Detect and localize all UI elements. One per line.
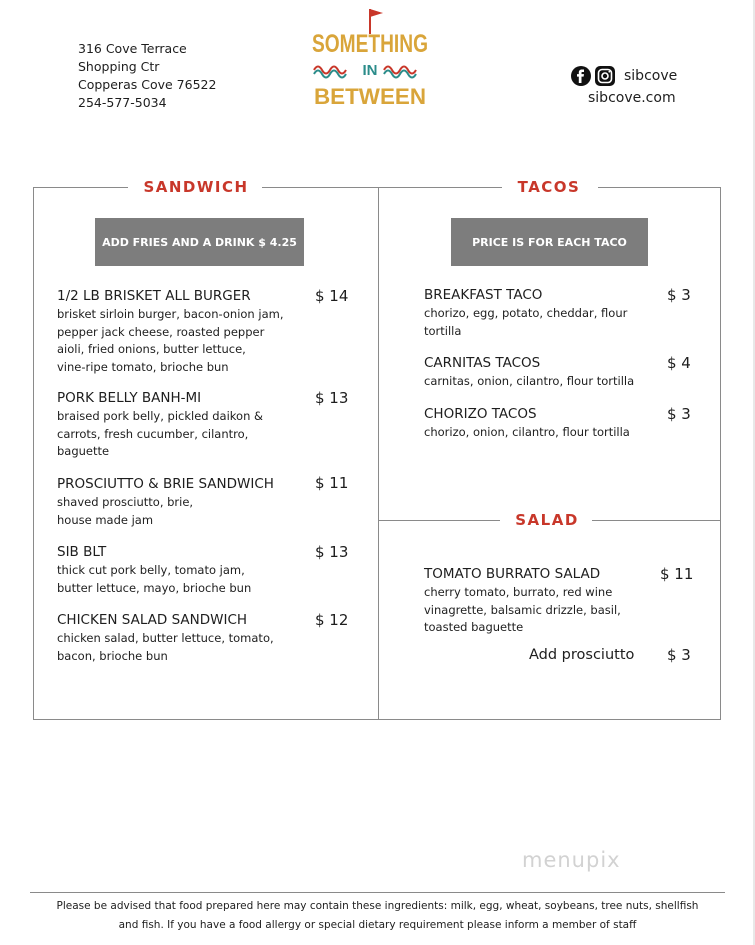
- frame-right: [720, 187, 721, 720]
- desc-line: chicken salad, butter lettuce, tomato,: [57, 631, 274, 645]
- menu-item-chorizo-tacos: [424, 406, 654, 442]
- tacos-banner: PRICE IS FOR EACH TACO: [451, 218, 648, 266]
- frame-bottom: [33, 719, 721, 720]
- logo-word-between: BETWEEN: [314, 84, 426, 109]
- sandwich-section-title: SANDWICH: [143, 178, 249, 196]
- item-description: [424, 305, 654, 340]
- item-description: [57, 630, 312, 665]
- phone-number: 254-577-5034: [78, 95, 167, 110]
- desc-line: braised pork belly, pickled daikon &: [57, 409, 263, 423]
- tacos-section-title: TACOS: [517, 178, 581, 196]
- desc-line: butter lettuce, mayo, brioche bun: [57, 580, 252, 595]
- address-line-3: Copperas Cove 76522: [78, 77, 217, 92]
- salad-section-title: SALAD: [515, 511, 579, 529]
- salad-rule-right: [592, 520, 721, 521]
- disclaimer-line-1: Please be advised that food prepared here may contain these ingredients: milk, egg, wheat, soybeans, tree nuts, shellfish: [56, 900, 699, 912]
- menu-item-sib-blt: [57, 544, 312, 597]
- item-name: PROSCIUTTO & BRIE SANDWICH: [57, 476, 274, 492]
- footer-divider: [30, 892, 725, 893]
- item-description: [424, 424, 654, 442]
- desc-line: vine-ripe tomato, brioche bun: [57, 359, 229, 374]
- item-price: $ 11: [660, 565, 694, 583]
- desc-line: carrots, fresh cucumber, cilantro,: [57, 426, 249, 441]
- menu-item-breakfast-taco: [424, 287, 654, 340]
- item-name: TOMATO BURRATO SALAD: [424, 566, 601, 582]
- item-price: $ 12: [315, 611, 349, 629]
- watermark: menupix: [522, 848, 621, 872]
- item-name: SIB BLT: [57, 544, 107, 560]
- desc-line: baguette: [57, 444, 110, 458]
- desc-line: shaved prosciutto, brie,: [57, 495, 194, 509]
- desc-line: vinagrette, balsamic drizzle, basil,: [424, 602, 621, 617]
- item-price: $ 14: [315, 287, 349, 305]
- desc-line: cherry tomato, burrato, red wine: [424, 585, 613, 599]
- item-name: CARNITAS TACOS: [424, 355, 541, 371]
- desc-line: tortilla: [424, 323, 462, 338]
- social-block: [571, 66, 677, 86]
- desc-line: chorizo, egg, potato, cheddar, flour: [424, 306, 628, 320]
- desc-line: thick cut pork belly, tomato jam,: [57, 563, 245, 577]
- item-price: $ 13: [315, 543, 349, 561]
- item-price: $ 11: [315, 474, 349, 492]
- salad-rule-left: [378, 520, 500, 521]
- item-description: [57, 562, 312, 597]
- item-description: [57, 494, 312, 529]
- item-description: [57, 408, 312, 461]
- item-name: PORK BELLY BANH-MI: [57, 390, 202, 406]
- desc-line: aioli, fried onions, butter lettuce,: [57, 342, 246, 356]
- menu-item-prosciutto-brie: [57, 476, 312, 529]
- address-block: [78, 40, 216, 112]
- menu-item-carnitas-tacos: [424, 355, 654, 391]
- desc-line: bacon, brioche bun: [57, 648, 168, 663]
- item-price: $ 13: [315, 389, 349, 407]
- address-line-2: Shopping Ctr: [78, 59, 160, 74]
- menu-item-brisket-burger: [57, 288, 312, 376]
- tacos-rule-right: [598, 187, 721, 188]
- item-description: [57, 306, 312, 376]
- sandwich-banner: ADD FRIES AND A DRINK $ 4.25: [95, 218, 304, 266]
- item-price: $ 4: [667, 354, 691, 372]
- desc-line: brisket sirloin burger, bacon-onion jam,: [57, 307, 284, 321]
- item-price: $ 3: [667, 286, 691, 304]
- item-description: [424, 584, 654, 637]
- website-link[interactable]: sibcove.com: [588, 90, 676, 106]
- logo-word-something: SOMETHING: [312, 30, 428, 58]
- logo-word-in: IN: [362, 62, 378, 79]
- menu-item-chicken-salad: [57, 612, 312, 665]
- menu-item-tomato-burrato-salad: [424, 566, 654, 637]
- item-price: $ 3: [667, 405, 691, 423]
- item-name: CHORIZO TACOS: [424, 406, 537, 422]
- sandwich-rule-left: [33, 187, 128, 188]
- allergy-disclaimer: [40, 897, 715, 935]
- frame-middle: [378, 187, 379, 720]
- address-line-1: 316 Cove Terrace: [78, 41, 187, 56]
- facebook-icon[interactable]: [571, 66, 591, 86]
- addon-price: $ 3: [667, 646, 691, 664]
- instagram-icon[interactable]: [595, 66, 615, 86]
- item-name: BREAKFAST TACO: [424, 287, 543, 303]
- desc-line: house made jam: [57, 512, 154, 527]
- restaurant-logo: [300, 4, 440, 114]
- item-name: CHICKEN SALAD SANDWICH: [57, 612, 248, 628]
- item-name: 1/2 LB BRISKET ALL BURGER: [57, 288, 251, 304]
- frame-left: [33, 187, 34, 720]
- disclaimer-line-2: and fish. If you have a food allergy or special dietary requirement please inform a member of staff: [118, 919, 637, 931]
- item-description: [424, 373, 654, 391]
- desc-line: toasted baguette: [424, 620, 524, 634]
- desc-line: pepper jack cheese, roasted pepper: [57, 324, 265, 339]
- addon-label: Add prosciutto: [529, 647, 635, 663]
- sandwich-rule-right: [262, 187, 502, 188]
- social-handle[interactable]: sibcove: [624, 68, 678, 84]
- menu-item-pork-belly-banh-mi: [57, 390, 312, 461]
- desc-line: carnitas, onion, cilantro, flour tortilla: [424, 374, 635, 388]
- desc-line: chorizo, onion, cilantro, flour tortilla: [424, 425, 630, 439]
